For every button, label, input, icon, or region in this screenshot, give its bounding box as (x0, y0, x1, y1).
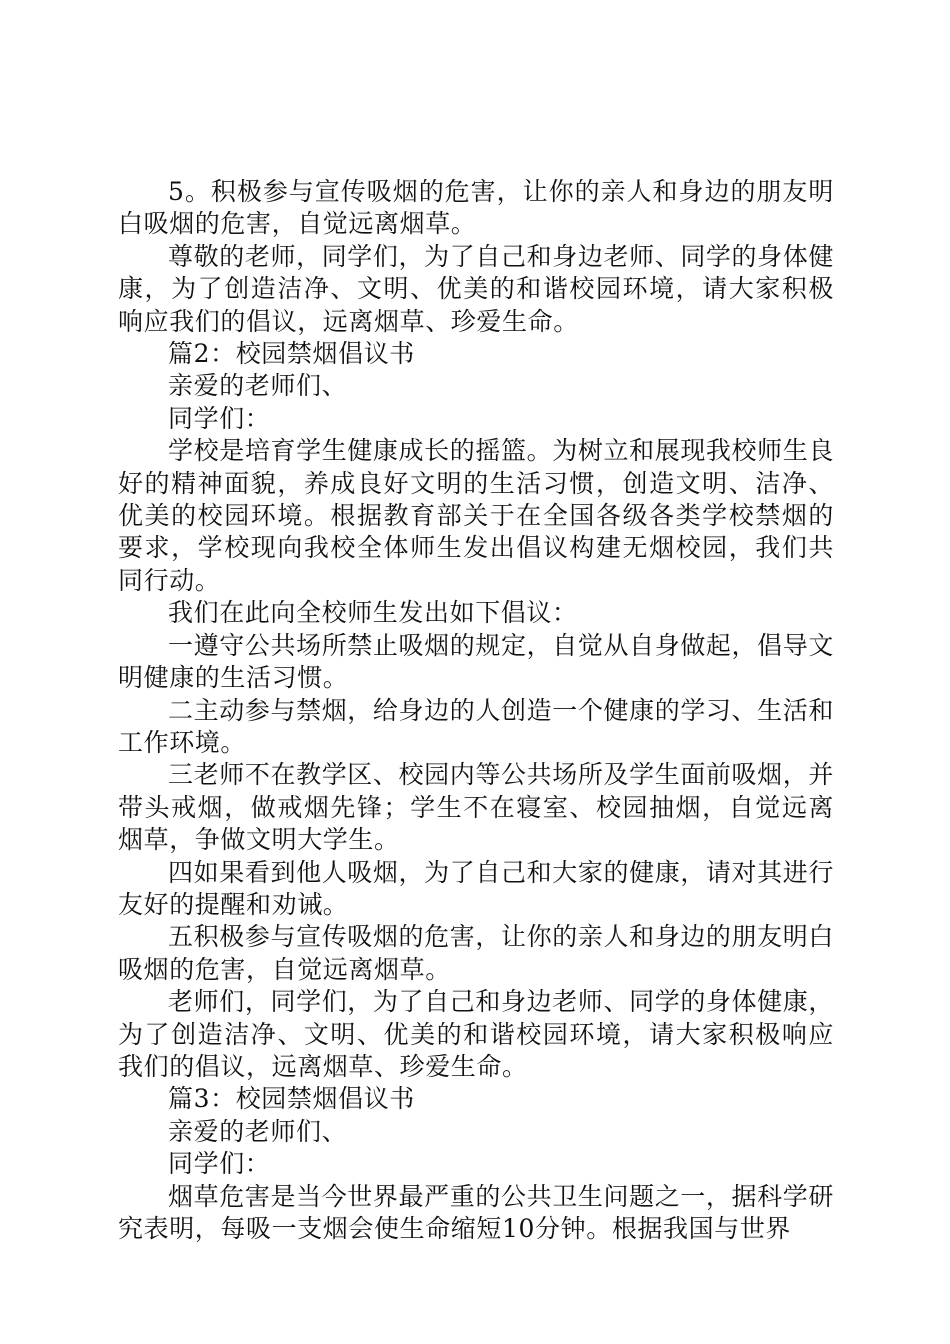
paragraph-proposal-2: 二主动参与禁烟，给身边的人创造一个健康的学习、生活和工作环境。 (118, 695, 834, 757)
paragraph-proposal-4: 四如果看到他人吸烟，为了自己和大家的健康，请对其进行友好的提醒和劝诫。 (118, 857, 834, 919)
salutation-students-3: 同学们： (168, 1149, 271, 1179)
section-heading-2: 篇2：校园禁烟倡议书 (168, 339, 415, 369)
salutation-teachers-2: 亲爱的老师们、 (168, 371, 348, 401)
salutation-teachers-3: 亲爱的老师们、 (168, 1116, 348, 1146)
paragraph-proposal-5: 五积极参与宣传吸烟的危害，让你的亲人和身边的朋友明白吸烟的危害，自觉远离烟草。 (118, 922, 834, 984)
paragraph-proposal-lead: 我们在此向全校师生发出如下倡议： (168, 598, 578, 628)
paragraph-proposal-1: 一遵守公共场所禁止吸烟的规定，自觉从自身做起，倡导文明健康的生活习惯。 (118, 630, 834, 693)
paragraph-proposal-3: 三老师不在教学区、校园内等公共场所及学生面前吸烟，并带头戒烟，做戒烟先锋；学生不在寝室、校园抽烟，自觉远离烟草，争做文明大学生。 (118, 760, 834, 855)
section-heading-3: 篇3：校园禁烟倡议书 (168, 1084, 415, 1114)
paragraph-closing-appeal-2: 老师们，同学们，为了自己和身边老师、同学的身体健康，为了创造洁净、文明、优美的和谐校园环境，请大家积极响应我们的倡议，远离烟草、珍爱生命。 (118, 987, 834, 1081)
paragraph-closing-appeal-1: 尊敬的老师，同学们，为了自己和身边老师、同学的身体健康，为了创造洁净、文明、优美的和谐校园环境，请大家积极响应我们的倡议，远离烟草、珍爱生命。 (118, 241, 834, 336)
salutation-students-2: 同学们： (168, 403, 271, 433)
document-body (118, 176, 834, 1245)
paragraph-intro-2: 学校是培育学生健康成长的摇篮。为树立和展现我校师生良好的精神面貌，养成良好文明的生活习惯，创造文明、洁净、优美的校园环境。根据教育部关于在全国各级各类学校禁烟的要求，学校现向我校全体师生发出倡议构建无烟校园，我们共同行动。 (118, 436, 834, 595)
paragraph-intro-3: 烟草危害是当今世界最严重的公共卫生问题之一，据科学研究表明，每吸一支烟会使生命缩短10分钟。根据我国与世界 (118, 1181, 834, 1243)
paragraph-item-5: 5。积极参与宣传吸烟的危害，让你的亲人和身边的朋友明白吸烟的危害，自觉远离烟草。 (118, 177, 834, 239)
